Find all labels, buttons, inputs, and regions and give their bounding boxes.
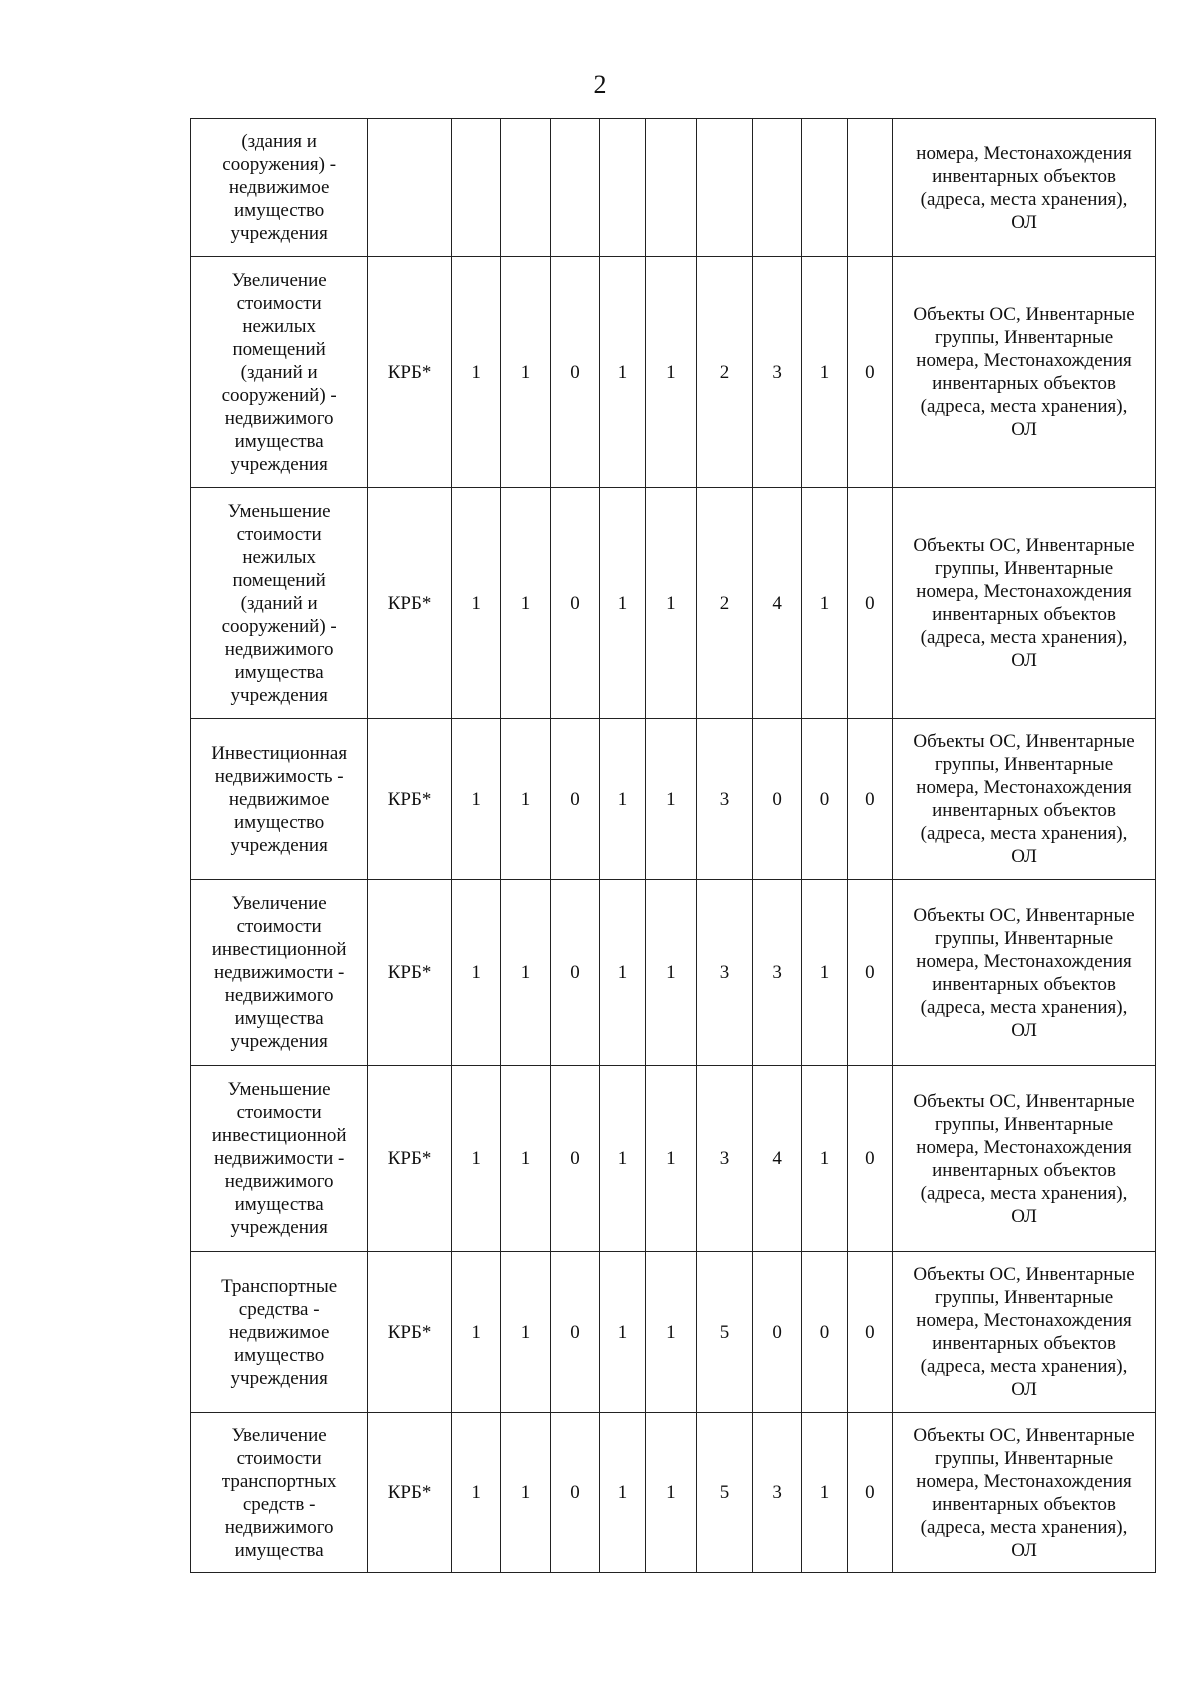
account-digit-cell: 1	[501, 1252, 550, 1413]
table-body	[191, 119, 1156, 1573]
account-name-line: учреждения	[230, 1217, 328, 1238]
account-digit-cell: 0	[550, 1252, 599, 1413]
analytics-description-line: номера, Местонахождения	[916, 777, 1132, 798]
account-digit-cell: 1	[501, 719, 550, 880]
account-name-line: сооружений) -	[221, 615, 337, 637]
account-digit-cell: 1	[600, 719, 645, 880]
account-digit-cell	[645, 119, 697, 257]
account-name-line: Увеличение	[231, 1424, 327, 1446]
account-name-line: учреждения	[230, 453, 328, 475]
account-digit-cell: 1	[645, 1252, 697, 1413]
analytics-description-line: (адреса, места хранения),	[920, 996, 1128, 1018]
account-digit-cell: 1	[802, 257, 847, 488]
account-digit-cell: 3	[697, 1066, 753, 1252]
account-name-line: транспортных	[221, 1470, 337, 1492]
account-name-line: учреждения	[230, 1367, 328, 1389]
account-digit-cell: 0	[847, 257, 892, 488]
account-name-line: недвижимое	[228, 1321, 330, 1343]
account-digit-cell: 1	[501, 257, 550, 488]
account-name-line: учреждения	[230, 223, 328, 244]
analytics-description-line: номера, Местонахождения	[916, 950, 1132, 972]
account-digit-cell: 0	[847, 1252, 892, 1413]
analytics-description-line: ОЛ	[1011, 650, 1037, 671]
account-digit-cell: 3	[752, 880, 801, 1066]
account-name-line: имущество	[234, 200, 325, 221]
account-name-cell	[191, 1252, 368, 1413]
account-name-cell	[191, 488, 368, 719]
account-name-cell	[191, 119, 368, 257]
analytics-description-line: группы, Инвентарные	[934, 927, 1114, 949]
account-digit-cell: 1	[645, 257, 697, 488]
account-name-cell	[191, 1413, 368, 1573]
analytics-description-line: группы, Инвентарные	[934, 327, 1114, 348]
table-row	[191, 719, 1156, 880]
analytics-description-line: инвентарных объектов	[932, 373, 1116, 394]
account-digit-cell: 1	[451, 1413, 500, 1573]
budget-code-cell: КРБ*	[368, 257, 452, 488]
account-digit-cell: 0	[847, 488, 892, 719]
account-name-line: Транспортные	[221, 1275, 338, 1297]
account-name-cell	[191, 719, 368, 880]
account-digit-cell	[697, 119, 753, 257]
account-digit-cell: 1	[645, 719, 697, 880]
account-name-line: (здания и	[241, 131, 317, 152]
analytics-description-line: (адреса, места хранения),	[920, 396, 1128, 417]
analytics-description-cell	[893, 488, 1156, 719]
account-digit-cell: 5	[697, 1252, 753, 1413]
account-name-line: недвижимого	[224, 1516, 334, 1538]
analytics-description-line: номера, Местонахождения	[916, 581, 1132, 602]
analytics-description-line: номера, Местонахождения	[916, 1470, 1132, 1492]
account-name-line: средств -	[242, 1493, 316, 1515]
account-name-line: Уменьшение	[227, 500, 331, 522]
analytics-description-line: ОЛ	[1011, 1205, 1037, 1227]
account-digit-cell: 1	[451, 1252, 500, 1413]
account-name-line: недвижимого	[224, 638, 334, 660]
account-digit-cell: 0	[550, 1413, 599, 1573]
account-name-line: имущество	[234, 1344, 325, 1366]
analytics-description-cell	[893, 257, 1156, 488]
account-digit-cell: 2	[697, 257, 753, 488]
analytics-description-line: Объекты ОС, Инвентарные	[913, 731, 1135, 752]
analytics-description-line: ОЛ	[1011, 211, 1037, 233]
account-digit-cell: 1	[645, 880, 697, 1066]
account-digit-cell: 1	[802, 488, 847, 719]
account-digit-cell: 1	[451, 488, 500, 719]
account-digit-cell: 4	[752, 1066, 801, 1252]
analytics-description-line: группы, Инвентарные	[934, 754, 1114, 775]
account-digit-cell	[600, 119, 645, 257]
account-name-line: Увеличение	[231, 893, 327, 914]
account-digit-cell: 1	[501, 880, 550, 1066]
account-name-line: средства -	[238, 1298, 320, 1320]
table-row	[191, 119, 1156, 257]
account-name-line: недвижимое	[228, 177, 330, 198]
account-digit-cell: 1	[501, 488, 550, 719]
analytics-description-line: инвентарных объектов	[932, 973, 1116, 995]
account-name-line: (зданий и	[240, 592, 318, 614]
account-digit-cell: 1	[645, 1066, 697, 1252]
account-digit-cell	[501, 119, 550, 257]
analytics-description-line: (адреса, места хранения),	[920, 1182, 1128, 1204]
account-digit-cell: 1	[501, 1413, 550, 1573]
analytics-description-line: (адреса, места хранения),	[920, 188, 1128, 210]
account-name-line: инвестиционной	[211, 1125, 347, 1146]
account-digit-cell: 1	[451, 1066, 500, 1252]
budget-code-cell: КРБ*	[368, 1413, 452, 1573]
account-digit-cell: 2	[697, 488, 753, 719]
account-name-line: стоимости	[236, 523, 322, 545]
account-name-line: (зданий и	[240, 361, 318, 383]
account-name-line: инвестиционной	[211, 939, 347, 960]
account-name-line: стоимости	[236, 292, 322, 314]
account-name-cell	[191, 1066, 368, 1252]
account-digit-cell: 0	[550, 719, 599, 880]
account-name-line: Увеличение	[231, 269, 327, 291]
analytics-description-line: номера, Местонахождения	[916, 350, 1132, 371]
account-digit-cell	[847, 119, 892, 257]
account-digit-cell: 1	[600, 1252, 645, 1413]
account-digit-cell: 0	[550, 488, 599, 719]
budget-code-cell: КРБ*	[368, 719, 452, 880]
account-digit-cell: 0	[550, 880, 599, 1066]
account-name-line: сооружений) -	[221, 384, 337, 406]
budget-code-cell: КРБ*	[368, 1252, 452, 1413]
account-name-line: имущества	[234, 1194, 324, 1215]
analytics-description-line: (адреса, места хранения),	[920, 1356, 1128, 1377]
account-digit-cell	[802, 119, 847, 257]
analytics-description-line: инвентарных объектов	[932, 800, 1116, 821]
account-digit-cell: 1	[600, 1413, 645, 1573]
account-name-line: учреждения	[230, 684, 328, 706]
analytics-description-line: Объекты ОС, Инвентарные	[913, 1424, 1135, 1446]
account-name-line: нежилых	[242, 546, 316, 568]
account-digit-cell	[752, 119, 801, 257]
table-row	[191, 1066, 1156, 1252]
account-digit-cell	[451, 119, 500, 257]
table-row	[191, 1413, 1156, 1573]
account-digit-cell: 0	[802, 719, 847, 880]
analytics-description-line: Объекты ОС, Инвентарные	[913, 304, 1135, 325]
account-name-line: имущества	[234, 430, 324, 452]
account-digit-cell: 0	[752, 719, 801, 880]
account-name-line: недвижимое	[228, 788, 330, 810]
analytics-description-line: (адреса, места хранения),	[920, 1516, 1128, 1538]
analytics-description-cell	[893, 719, 1156, 880]
account-name-cell	[191, 880, 368, 1066]
account-name-line: имущества	[234, 661, 324, 683]
account-digit-cell: 1	[451, 719, 500, 880]
analytics-description-line: инвентарных объектов	[932, 1333, 1116, 1354]
account-name-line: нежилых	[242, 315, 316, 337]
analytics-description-line: группы, Инвентарные	[934, 1287, 1114, 1308]
account-digit-cell: 1	[600, 488, 645, 719]
analytics-description-cell	[893, 1252, 1156, 1413]
account-name-line: Инвестиционная	[211, 742, 348, 764]
account-digit-cell: 4	[752, 488, 801, 719]
budget-code-cell: КРБ*	[368, 880, 452, 1066]
account-name-line: недвижимого	[224, 1171, 334, 1192]
analytics-description-line: инвентарных объектов	[932, 165, 1116, 187]
analytics-description-cell	[893, 119, 1156, 257]
account-name-line: недвижимого	[224, 407, 334, 429]
budget-code-cell: КРБ*	[368, 1066, 452, 1252]
account-digit-cell: 1	[501, 1066, 550, 1252]
account-name-line: учреждения	[230, 1031, 328, 1052]
account-digit-cell: 0	[550, 1066, 599, 1252]
account-name-line: имущества	[234, 1539, 324, 1561]
analytics-description-cell	[893, 1066, 1156, 1252]
budget-code-cell: КРБ*	[368, 488, 452, 719]
account-name-line: недвижимости -	[213, 1148, 345, 1169]
table-row	[191, 1252, 1156, 1413]
analytics-description-line: инвентарных объектов	[932, 1493, 1116, 1515]
account-name-line: Уменьшение	[227, 1079, 331, 1100]
analytics-description-line: ОЛ	[1011, 1019, 1037, 1041]
account-digit-cell: 1	[600, 880, 645, 1066]
account-name-line: учреждения	[230, 834, 328, 856]
account-digit-cell: 1	[451, 880, 500, 1066]
analytics-description-line: группы, Инвентарные	[934, 1113, 1114, 1135]
analytics-description-line: номера, Местонахождения	[916, 142, 1132, 164]
page-number: 2	[593, 70, 607, 99]
account-name-line: стоимости	[236, 1102, 322, 1123]
account-digit-cell: 0	[802, 1252, 847, 1413]
account-digit-cell: 1	[645, 1413, 697, 1573]
analytics-description-line: номера, Местонахождения	[916, 1136, 1132, 1158]
account-digit-cell: 1	[802, 1413, 847, 1573]
account-name-line: недвижимого	[224, 985, 334, 1006]
account-name-line: помещений	[232, 338, 326, 360]
analytics-description-line: ОЛ	[1011, 1539, 1037, 1561]
account-name-line: помещений	[232, 569, 326, 591]
account-name-line: стоимости	[236, 916, 322, 937]
analytics-description-line: номера, Местонахождения	[916, 1310, 1132, 1331]
analytics-description-line: группы, Инвентарные	[934, 1447, 1114, 1469]
account-digit-cell: 1	[600, 1066, 645, 1252]
table-row	[191, 257, 1156, 488]
analytics-description-line: Объекты ОС, Инвентарные	[913, 1264, 1135, 1285]
account-name-line: недвижимости -	[213, 962, 345, 983]
account-digit-cell: 1	[451, 257, 500, 488]
account-digit-cell: 0	[847, 1066, 892, 1252]
account-digit-cell: 3	[697, 719, 753, 880]
analytics-description-line: Объекты ОС, Инвентарные	[913, 1090, 1135, 1112]
analytics-description-cell	[893, 1413, 1156, 1573]
account-digit-cell: 0	[752, 1252, 801, 1413]
analytics-description-line: (адреса, места хранения),	[920, 627, 1128, 648]
account-digit-cell: 1	[802, 880, 847, 1066]
account-digit-cell: 1	[600, 257, 645, 488]
account-digit-cell: 3	[752, 257, 801, 488]
table-row	[191, 488, 1156, 719]
analytics-description-line: ОЛ	[1011, 419, 1037, 440]
account-digit-cell: 0	[847, 719, 892, 880]
analytics-description-line: инвентарных объектов	[932, 604, 1116, 625]
account-name-cell	[191, 257, 368, 488]
account-name-line: сооружения) -	[222, 154, 337, 175]
analytics-description-line: ОЛ	[1011, 846, 1037, 867]
analytics-description-line: ОЛ	[1011, 1379, 1037, 1400]
account-name-line: недвижимость -	[214, 765, 344, 787]
account-digit-cell: 3	[697, 880, 753, 1066]
account-name-line: имущества	[234, 1008, 324, 1029]
account-name-line: имущество	[234, 811, 325, 833]
account-digit-cell: 3	[752, 1413, 801, 1573]
analytics-description-cell	[893, 880, 1156, 1066]
account-digit-cell: 0	[550, 257, 599, 488]
analytics-description-line: группы, Инвентарные	[934, 558, 1114, 579]
budget-code-cell	[368, 119, 452, 257]
account-digit-cell: 0	[847, 880, 892, 1066]
table-row	[191, 880, 1156, 1066]
analytics-description-line: Объекты ОС, Инвентарные	[913, 535, 1135, 556]
analytics-description-line: Объекты ОС, Инвентарные	[913, 904, 1135, 926]
account-name-line: стоимости	[236, 1447, 322, 1469]
account-digit-cell: 1	[645, 488, 697, 719]
accounts-table	[190, 118, 1156, 1573]
account-digit-cell: 1	[802, 1066, 847, 1252]
account-digit-cell: 0	[847, 1413, 892, 1573]
account-digit-cell: 5	[697, 1413, 753, 1573]
analytics-description-line: (адреса, места хранения),	[920, 823, 1128, 844]
analytics-description-line: инвентарных объектов	[932, 1159, 1116, 1181]
account-digit-cell	[550, 119, 599, 257]
